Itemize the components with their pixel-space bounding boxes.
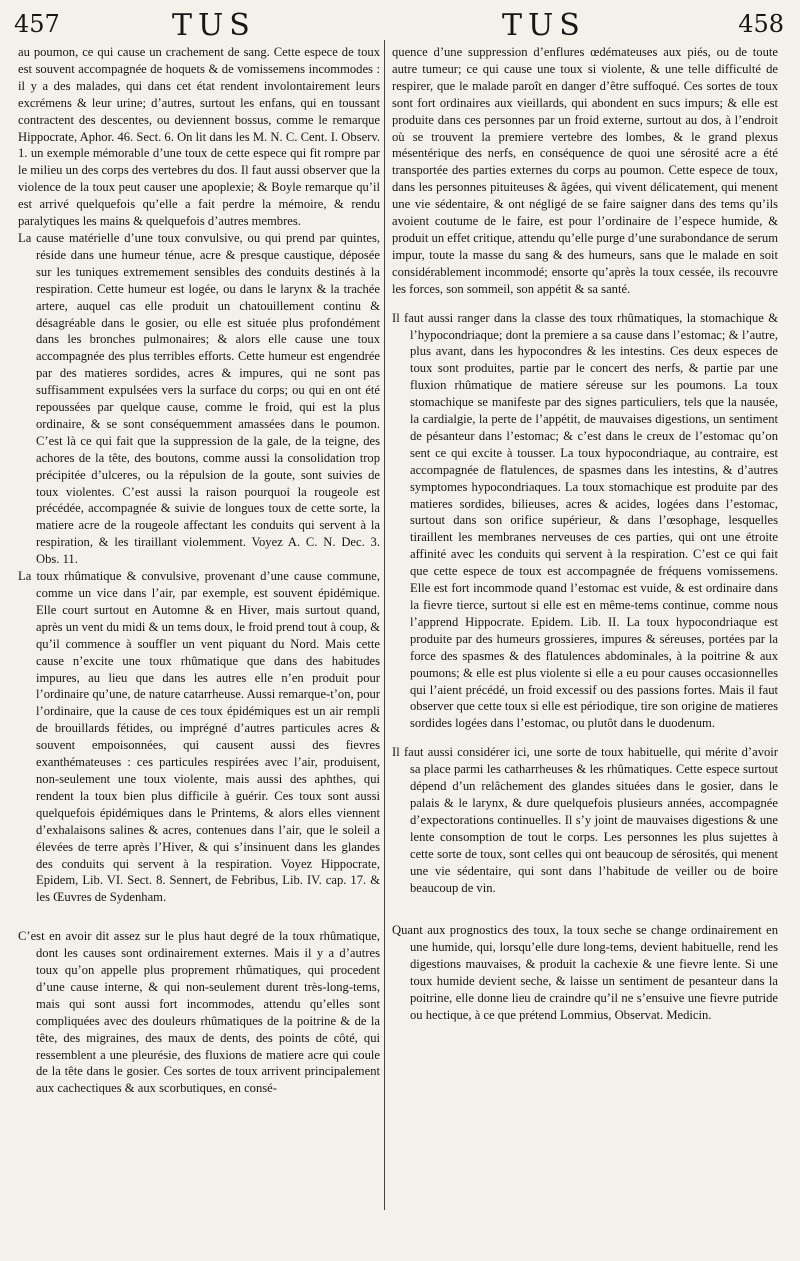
- paragraph: au poumon, ce qui cause un crachement de sang. Cette espece de toux est souvent accompagnée de hoquets & de vomissemens incommodes : il y a des malades, qui dans cet état rendent involontairement leurs excrémens & leur urine; d’autres, surtout les enfans, qui en toussant contractent des descentes, ou deviennent bossus, comme le remarque Hippocrate, Aphor. 46. Sect. 6. On lit dans les M. N. C. Cent. I. Observ. 1. un exemple mémorable d’une toux de cette espece qui fit rompre par le milieu un des corps des vertebres du dos. Il faut aussi observer que la violence de la toux peut causer une apoplexie; & Boyle remarque qu’il est arrivé quelquefois qu’elle a fait perdre la mémoire, & rendu paralytiques les mains & quelquefois d’autres membres.: [18, 45, 380, 229]
- paragraph: La toux rhûmatique & convulsive, provenant d’une cause commune, comme un vice dans l’air, par exemple, est souvent épidémique. Elle court surtout en Automne & en Hiver, mais surtout quand, après un vent du midi & un tems doux, le froid prend tout à coup, & qu’il commence à souffler un vent piquant du Nord. Mais cette cause n’excite une toux rhûmatique que dans des habitudes impures, au lieu que dans les autres elle n’en produit pour l’ordinaire qu’une, de nature catarrheuse. Aussi remarque-t’on, pour l’ordinaire, que la cause de ces toux épidémiques est un air rempli de brouillards fétides, ou imprégné d’autres particules acres & souvent empoisonnées, qui causent aussi des fievres exanthémateuses : ces particules respirées avec l’air, produisent, non-seulement une toux violente, mais aussi des aphthes, qui rendent la toux bien plus difficile à guérir. Ces toux sont aussi quelquefois épidémiques dans le Printems, & alors elles viennent d’exhalaisons salines & acres, contenues dans l’air, que le soleil a élevées de terre après l’Hiver, & qui s’insinuent dans les glandes des conduits qui servent à la respiration. Voyez Hippocrate, Epidem, Lib. VI. Sect. 8. Sennert, de Febribus, Lib. IV. cap. 17. & les Œuvres de Sydenham.: [18, 569, 380, 905]
- paragraph: quence d’une suppression d’enflures œdémateuses aux piés, ou de toute autre tumeur; ce qui cause une toux si violente, & une telle difficulté de respirer, que le malade paroît en danger d’être suffoqué. Ces sortes de toux sont fort ordinaires aux vieillards, qui abondent en sucs impurs; & elle est produite dans ces personnes par un froid externe, surtout au dos, à l’endroit où se trouvent la premiere vertebre des lombes, & le grand plexus mésentérique des nerfs, en conséquence de quoi une sérosité acre a été transportée des parties externes du corps au poumon. Cette espece de toux, dans les personnes pituiteuses & âgées, qui vivent délicatement, qui menent une vie sédentaire, & ont négligé de se faire saigner dans des tems qu’ils avoient coutume de le faire, est pour l’ordinaire de l’espece humide, & produit un effet critique, attendu qu’elle purge d’une surabondance de serum impur, toute la masse du sang & des humeurs, sans que le malade en soit considérablement incommodé; ensorte qu’après la toux cessée, ils recouvre les forces, son sommeil, son appétit & sa santé.: [392, 45, 778, 296]
- page-number-right: 458: [738, 10, 784, 38]
- paragraph: Quant aux prognostics des toux, la toux seche se change ordinairement en une humide, qui, lorsqu’elle dure long-tems, devient habituelle, rend les digestions mauvaises, & produit la cachexie & une fievre lente. Si une toux humide devient seche, & laisse un sentiment de pesanteur dans la poitrine, elle donne lieu de craindre qu’il ne s’ensuive une fievre putride ou hectique, à ce que prétend Lommius, Observat. Medicin.: [392, 923, 778, 1022]
- paragraph: Il faut aussi considérer ici, une sorte de toux habituelle, qui mérite d’avoir sa place parmi les catharrheuses & les rhûmatiques. Cette espece surtout dépend d’un relâchement des glandes situées dans le gosier, dans le palais & le larynx, & dure quelquefois plusieurs années, accompagnée d’expectorations continuelles. Il s’y joint de mauvaises digestions & une lente consomption de tout le corps. Les personnes les plus sujettes à cette sorte de toux, sont celles qui ont beaucoup de sérosités, qui menent une vie sédentaire, qui sont dans l’habitude de veiller ou de boire beaucoup de vin.: [392, 745, 778, 895]
- left-column: [18, 44, 380, 1097]
- paragraph: C’est en avoir dit assez sur le plus haut degré de la toux rhûmatique, dont les causes sont ordinairement externes. Mais il y a d’autres toux qu’on appelle plus proprement rhûmatiques, qui procedent d’une cause interne, & qui non-seulement durent très-long-tems, mais qui sont aussi fort incommodes, attendu qu’elles sont compliquées avec des douleurs rhûmatiques de la poitrine & de la tête, des migraines, des maux de dents, des points de côté, qui ressemblent a une pleurésie, des fluxions de matiere acre qui coule de la tête dans le gosier. Ces sortes de toux arrivent principalement aux cachectiques & aux scorbutiques, en consé-: [18, 929, 380, 1096]
- running-head-right: TUS: [502, 8, 586, 43]
- paragraph: Il faut aussi ranger dans la classe des toux rhûmatiques, la stomachique & l’hypocondriaque; dont la premiere a sa cause dans l’estomac; & l’autre, plus avant, dans les hypocondres & les intestins. Ces deux especes de toux sont produites, partie par le concert des nerfs, & partie par une fluxion rhûmatique de matiere séreuse sur les poumons. La toux stomachique se manifeste par des signes particuliers, tels que la nausée, la cardialgie, la perte de l’appétit, de mauvaises digestions, un sentiment de pésanteur dans l’estomac; & c’est dans le creux de l’estomac qu’on sent ce qui excite à tousser. La toux hypocondriaque, au contraire, est accompagnée de flatulences, de spasmes dans les intestins, & d’autres symptomes hypocondriaques. La toux stomachique est produite par des matieres sordides, bilieuses, acres & acides, logées dans l’estomac, surtout dans son orifice supérieur, & dans l’œsophage, lesquelles tiraillent les membranes nerveuses de ces parties, qui ont une étroite affinité avec les conduits qui servent à la respiration. C’est ce qui fait que cette espece de toux est accompagnée de fréquens vomissemens. Elle est fort incommode quand l’estomac est vuide, & est ordinaire dans la fievre tierce, surtout si elle est en même-tems continue, comme nous l’apprend Hippocrate. Epidem. Lib. II. La toux hypocondriaque est produite par des humeurs grossieres, impures & séreuses, portées par la force des spasmes & des flatulences abdominales, à la poitrine & aux poumons; & elle est plus violente si elle a eu pour causes occasionnelles qui l’aient précédé, un froid excessif ou des passions fortes. Mais il faut observer que cette toux si elle est périodique, tire son origine de matieres sordides logées dans l’estomac, ou plutôt dans le duodenum.: [392, 310, 778, 731]
- column-divider: [384, 40, 385, 1210]
- page-number-left: 457: [14, 10, 60, 38]
- running-head-left: TUS: [172, 8, 256, 43]
- page-header: [0, 6, 800, 46]
- paragraph: La cause matérielle d’une toux convulsive, ou qui prend par quintes, réside dans une humeur ténue, acre & presque caustique, déposée sur les tuniques extremement sensibles des conduits destinés à la respiration. Cette humeur est logée, ou dans le larynx & la trachée artere, auquel cas elle produit un chatouillement continu & désagréable dans le gosier, ou elle est située plus profondément dans les bronches pulmonaires; & alors elle cause une toux accompagnée des plus terribles efforts. Cette humeur est engendrée par des matieres sordides, acres & impures, qui ne sont pas suffisamment expulsées vers la surface du corps; ou qui en ont été repoussées par quelque cause, comme le froid, qui est la plus ordinaire, & se sont conséquemment amassées dans le poumon. C’est là ce qui fait que la suppression de la gale, de la teigne, des achores de la tête, des boutons, comme aussi la consolidation trop précipitée d’ulceres, ou la répulsion de la goute, sont suivies de toux violentes. C’est aussi la raison pourquoi la rougeole est précédée, accompagnée & suivie de longues toux de cette sorte, la matiere acre de la rougeole affectant les conduits qui servent à la respiration, & les tiraillant violemment. Voyez A. C. N. Dec. 3. Obs. 11.: [18, 230, 380, 567]
- right-column: [392, 44, 778, 1024]
